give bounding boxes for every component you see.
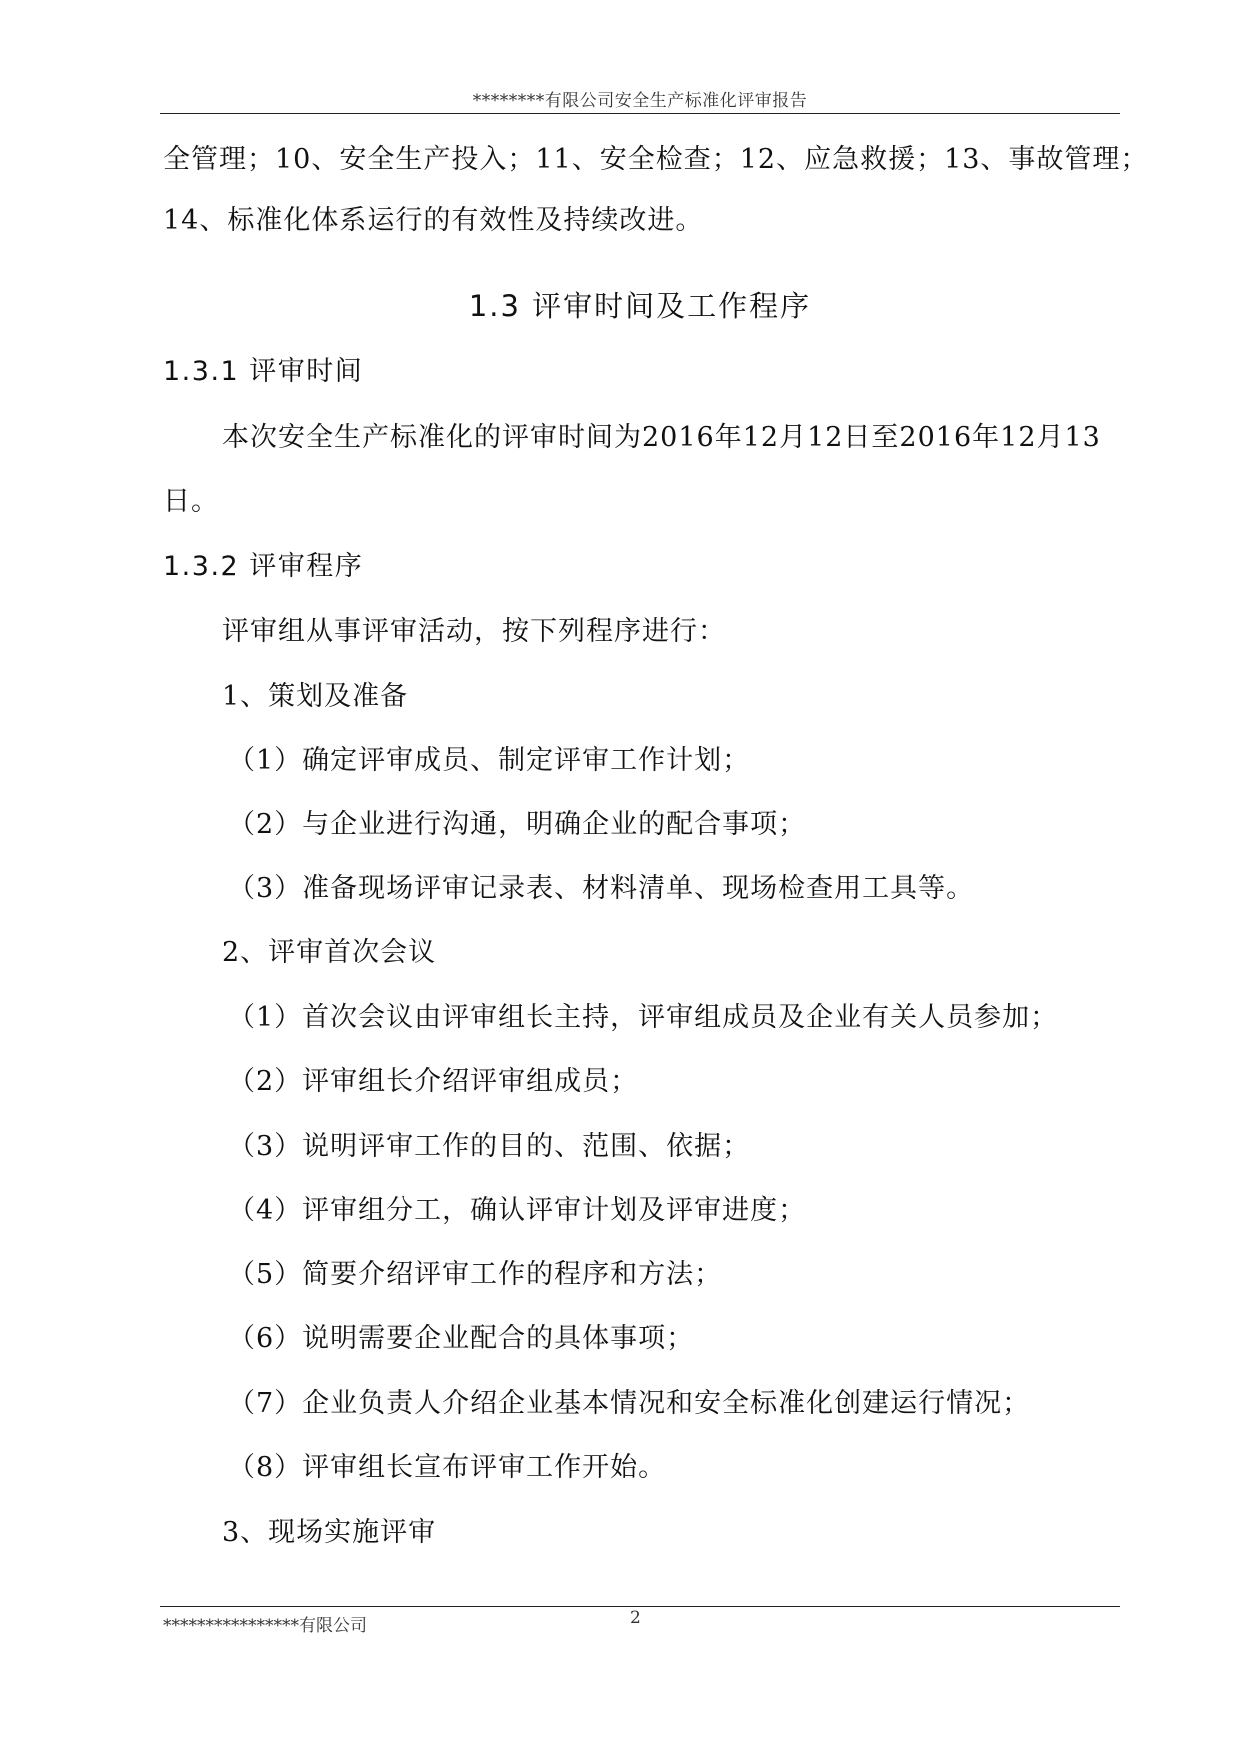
list-subitem: （7）企业负责人介绍企业基本情况和安全标准化创建运行情况；	[228, 1388, 1031, 1419]
list-subitem: （8）评审组长宣布评审工作开始。	[228, 1452, 667, 1483]
list-subitem: （4）评审组分工，确认评审计划及评审进度；	[228, 1195, 807, 1226]
continued-text-line-2: 14、标准化体系运行的有效性及持续改进。	[163, 205, 704, 236]
list-subitem: （3）说明评审工作的目的、范围、依据；	[228, 1131, 751, 1162]
footer-company-name: ****************有限公司	[163, 1616, 367, 1636]
list-item-first-meeting: 2、评审首次会议	[222, 937, 437, 968]
procedure-intro: 评审组从事评审活动，按下列程序进行：	[222, 616, 726, 647]
list-subitem: （1）确定评审成员、制定评审工作计划；	[228, 745, 751, 776]
continued-text-line-1: 全管理；10、安全生产投入；11、安全检查；12、应急救援；13、事故管理；	[163, 144, 1149, 175]
footer-divider	[160, 1606, 1120, 1607]
header-divider	[160, 113, 1120, 114]
page-number: 2	[630, 1608, 641, 1628]
list-subitem: （2）评审组长介绍评审组成员；	[228, 1066, 639, 1097]
list-subitem: （5）简要介绍评审工作的程序和方法；	[228, 1259, 723, 1290]
list-subitem: （1）首次会议由评审组长主持，评审组成员及企业有关人员参加；	[228, 1002, 1059, 1033]
list-subitem: （2）与企业进行沟通，明确企业的配合事项；	[228, 809, 807, 840]
list-item-planning: 1、策划及准备	[222, 681, 409, 712]
review-time-paragraph-line-2: 日。	[163, 486, 219, 517]
section-title: 1.3 评审时间及工作程序	[468, 289, 812, 323]
list-subitem: （6）说明需要企业配合的具体事项；	[228, 1323, 695, 1354]
list-item-onsite-review: 3、现场实施评审	[222, 1517, 437, 1548]
list-subitem: （3）准备现场评审记录表、材料清单、现场检查用工具等。	[228, 873, 975, 904]
subsection-title-review-procedure: 1.3.2 评审程序	[163, 551, 364, 582]
subsection-title-review-time: 1.3.1 评审时间	[163, 356, 364, 387]
page-header-title: ********有限公司安全生产标准化评审报告	[472, 91, 808, 111]
review-time-paragraph-line-1: 本次安全生产标准化的评审时间为2016年12月12日至2016年12月13	[222, 422, 1101, 453]
